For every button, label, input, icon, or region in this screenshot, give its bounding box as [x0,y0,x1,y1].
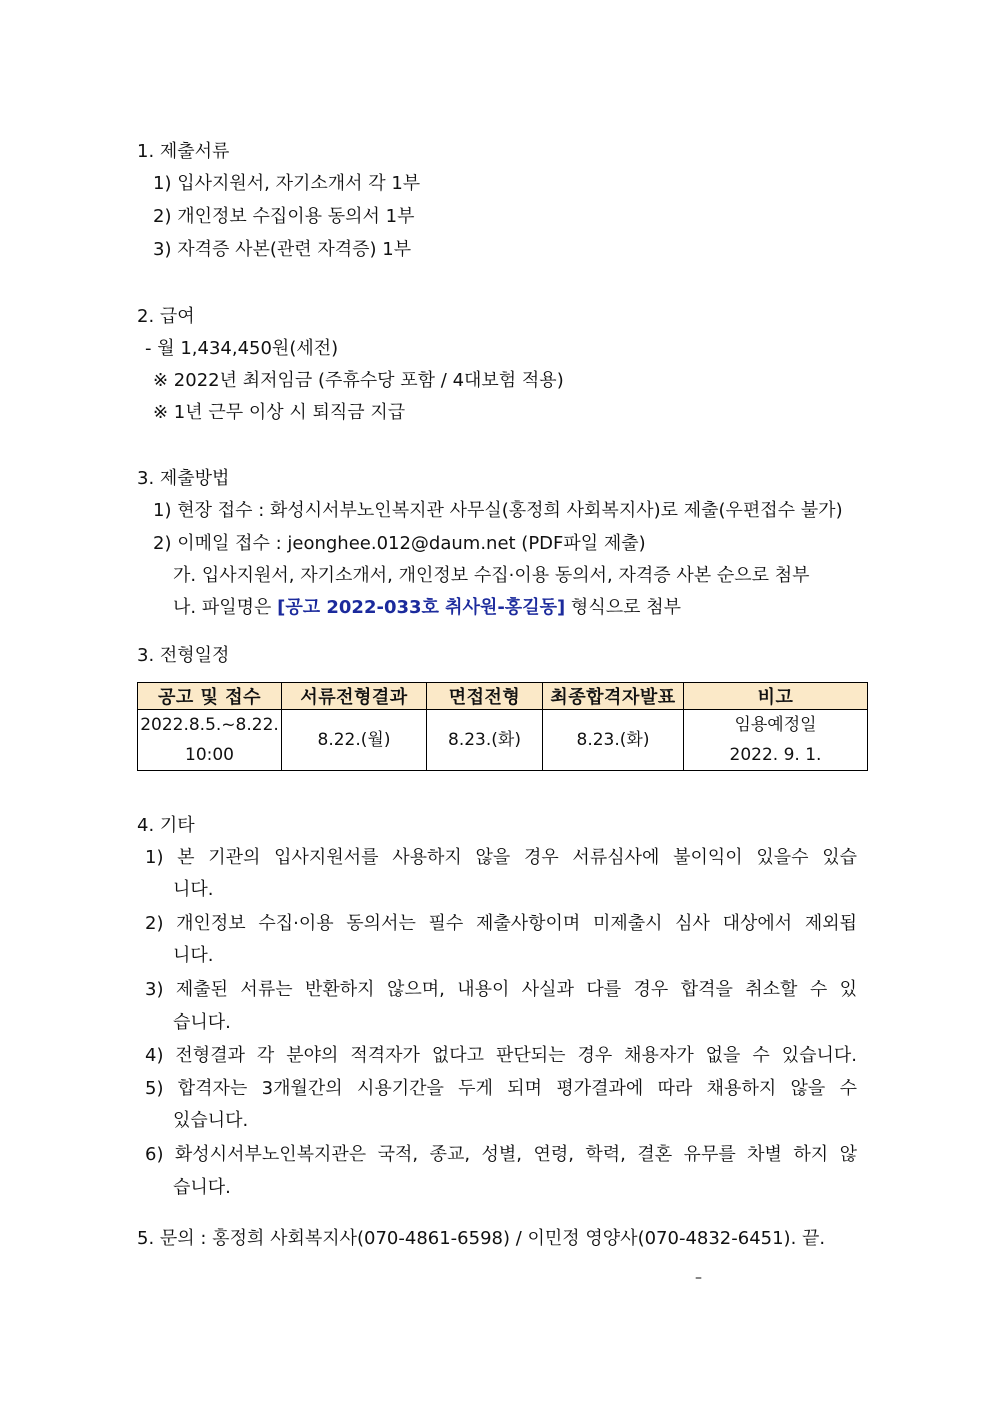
apply-period: 2022.8.5.~8.22. [140,715,279,735]
table-header: 면접전형 [427,683,543,710]
list-sub-item [173,596,681,620]
list-item: 1) 본 기관의 입사지원서를 사용하지 않을 경우 서류심사에 불이익이 있을수 있습 [145,847,857,868]
table-header: 비고 [684,683,868,710]
table-header: 최종합격자발표 [543,683,684,710]
list-item: 3) 자격증 사본(관련 자격증) 1부 [153,239,412,260]
apply-time: 10:00 [185,745,234,765]
list-item-continuation: 니다. [173,945,214,966]
list-item: 1) 입사지원서, 자기소개서 각 1부 [153,173,421,194]
list-item-continuation: 습니다. [173,1177,231,1198]
list-item: 2) 이메일 접수 : jeonghee.012@daum.net (PDF파일 제출) [153,533,646,554]
section-2-title: 2. 급여 [137,306,195,327]
schedule-table [137,682,868,771]
filename-suffix: 형식으로 첨부 [565,597,681,618]
list-item: 3) 제출된 서류는 반환하지 않으며, 내용이 사실과 다를 경우 합격을 취소할 수 있 [145,979,857,1000]
table-cell: 8.23.(화) [543,710,684,771]
table-header: 공고 및 접수 [138,683,282,710]
table-header-row [138,683,868,710]
list-sub-item: 가. 입사지원서, 자기소개서, 개인정보 수집·이용 동의서, 자격증 사본 순으로 첨부 [173,565,810,586]
list-item: 6) 화성시서부노인복지관은 국적, 종교, 성별, 연령, 학력, 결혼 유무를 차별 하지 않 [145,1144,857,1165]
table-cell: 8.23.(화) [427,710,543,771]
section-4-title: 4. 기타 [137,815,195,836]
salary-note: ※ 1년 근무 이상 시 퇴직금 지급 [153,402,406,423]
list-item-continuation: 있습니다. [173,1110,249,1131]
section-3-title: 3. 제출방법 [137,468,230,489]
section-1-title: 1. 제출서류 [137,141,230,162]
footer-mark: – [695,1270,702,1286]
list-item: 5) 합격자는 3개월간의 시용기간을 두게 되며 평가결과에 따라 채용하지 않을 수 [145,1078,857,1099]
list-item: 2) 개인정보 수집·이용 동의서는 필수 제출사항이며 미제출시 심사 대상에서 제외됩 [145,913,857,934]
table-cell [684,710,868,771]
table-row [138,710,868,771]
salary-note: ※ 2022년 최저임금 (주휴수당 포함 / 4대보험 적용) [153,370,564,391]
table-cell: 8.22.(월) [282,710,427,771]
schedule-title: 3. 전형일정 [137,645,230,666]
table-cell [138,710,282,771]
filename-prefix: 나. 파일명은 [173,597,278,618]
contact-info: 5. 문의 : 홍정희 사회복지사(070-4861-6598) / 이민정 영양사(070-4832-6451). 끝. [137,1228,826,1249]
filename-format-highlight: [공고 2022-033호 취사원-홍길동] [277,597,566,618]
note-label: 임용예정일 [734,715,817,735]
list-item: 4) 전형결과 각 분야의 적격자가 없다고 판단되는 경우 채용자가 없을 수 있습니다. [145,1045,857,1066]
note-date: 2022. 9. 1. [729,745,822,765]
table-header: 서류전형결과 [282,683,427,710]
list-item: 2) 개인정보 수집이용 동의서 1부 [153,206,415,227]
list-item: 1) 현장 접수 : 화성시서부노인복지관 사무실(홍정희 사회복지사)로 제출(우편접수 불가) [153,500,843,521]
list-item-continuation: 니다. [173,879,214,900]
salary-text: - 월 1,434,450원(세전) [145,338,339,359]
list-item-continuation: 습니다. [173,1012,231,1033]
